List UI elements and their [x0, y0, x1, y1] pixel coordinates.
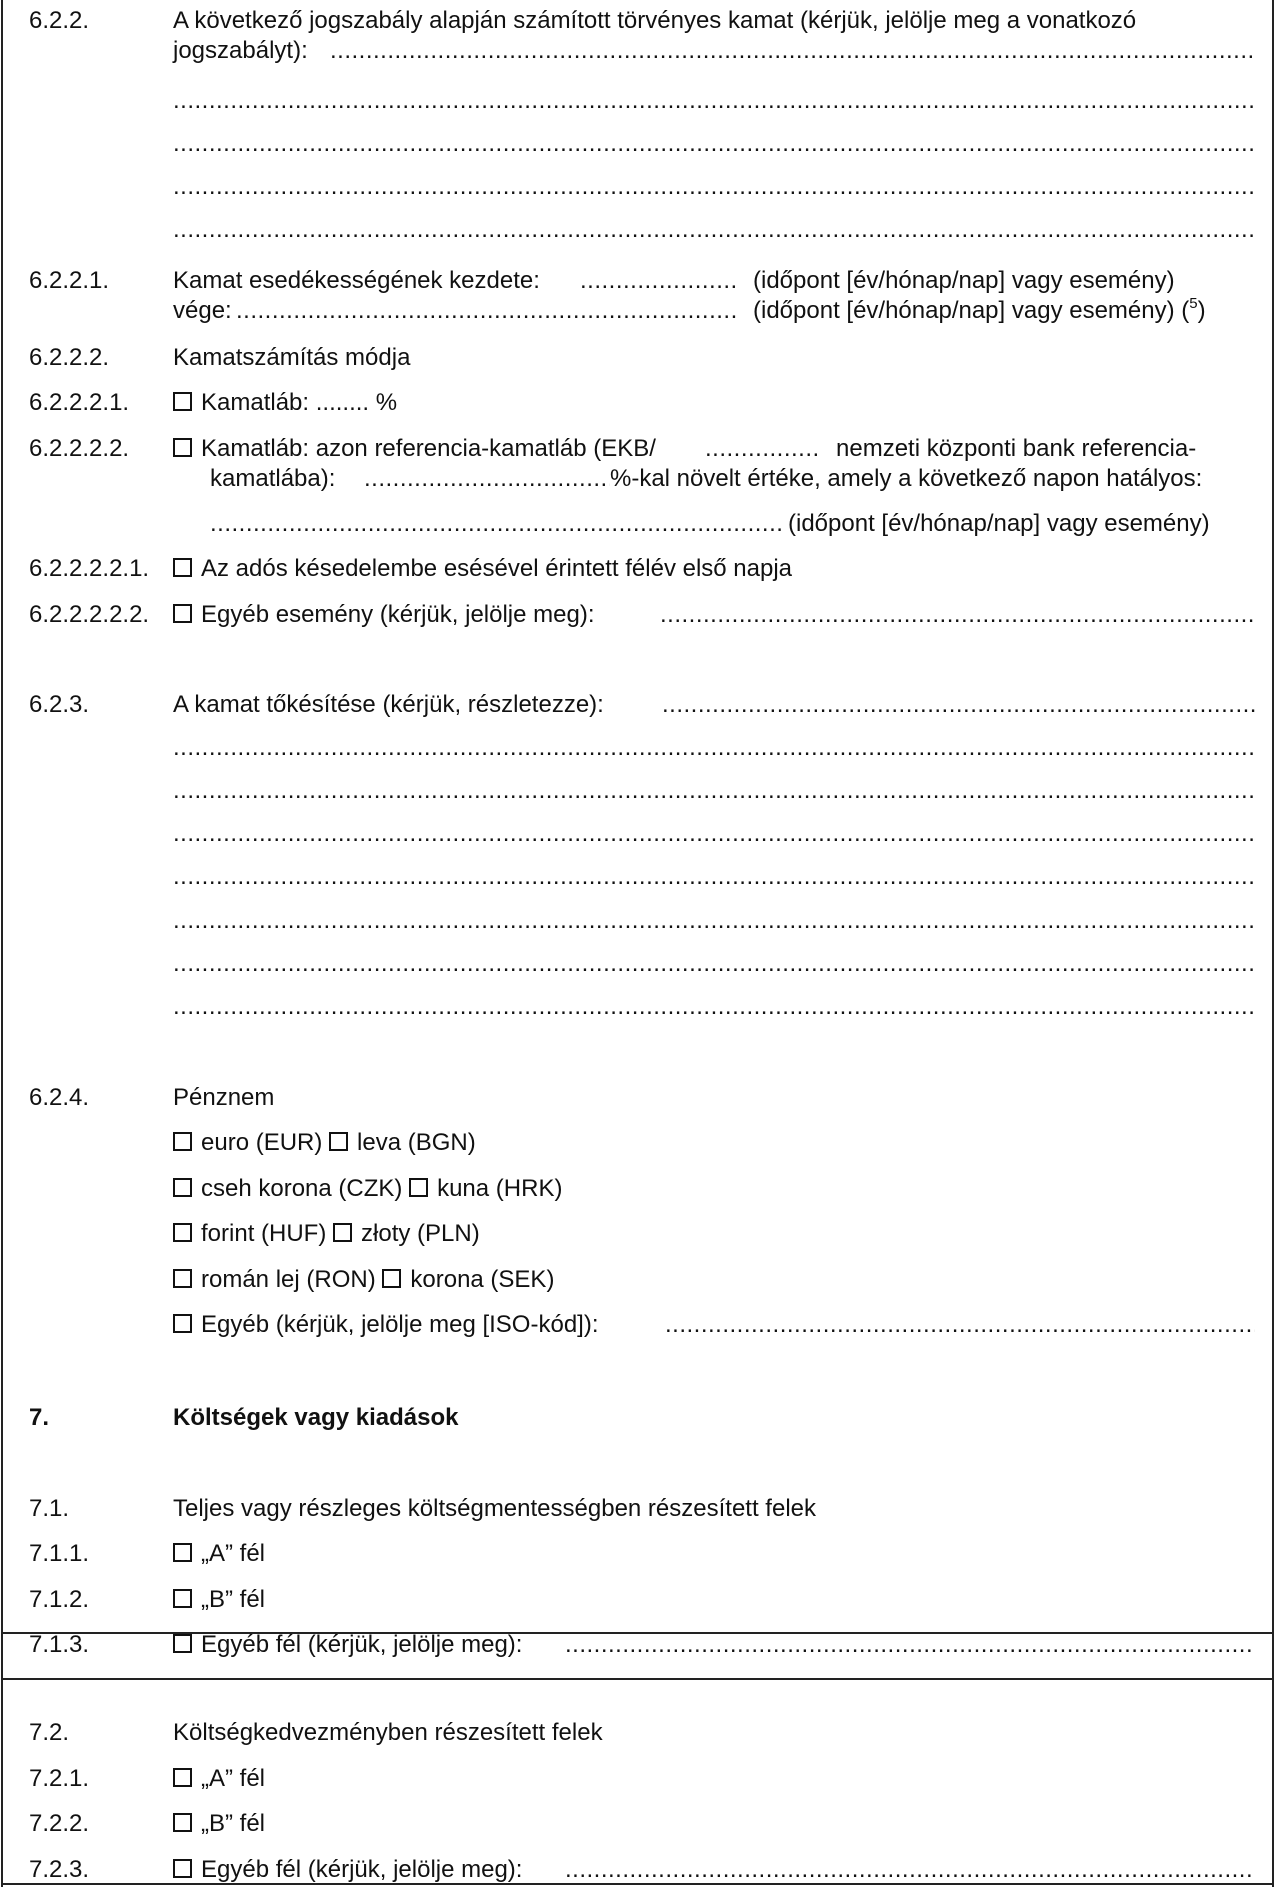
- first-day-checkbox[interactable]: [173, 558, 192, 577]
- other-event-checkbox[interactable]: [173, 604, 192, 623]
- party-b-option-2: „B” fél: [173, 1809, 265, 1839]
- legal-basis-field-line[interactable]: [173, 129, 1255, 157]
- currency-row: cseh korona (CZK) kuna (HRK): [173, 1174, 562, 1204]
- reference-rate-text-2a: kamatlába):: [210, 465, 336, 492]
- capitalisation-field-line[interactable]: [173, 906, 1255, 934]
- reference-rate-text-3: (időpont [év/hónap/nap] vagy esemény): [788, 510, 1210, 537]
- legal-basis-field-line[interactable]: [173, 172, 1255, 200]
- capitalisation-label: A kamat tőkésítése (kérjük, részletezze):: [173, 691, 604, 718]
- other-party-checkbox-2[interactable]: [173, 1859, 192, 1878]
- interest-end-field[interactable]: [236, 296, 736, 324]
- legal-basis-field[interactable]: [330, 36, 1255, 64]
- currency-checkbox-huf[interactable]: [173, 1223, 192, 1242]
- num-6-2-2: 6.2.2.: [29, 7, 90, 34]
- num-7-2-3: 7.2.3.: [29, 1856, 90, 1883]
- num-7-2: 7.2.: [29, 1719, 70, 1746]
- costs-title: Költségek vagy kiadások: [173, 1404, 459, 1431]
- party-a-option: „A” fél: [173, 1539, 265, 1569]
- num-7-2-2: 7.2.2.: [29, 1810, 90, 1837]
- legal-interest-text-2: jogszabályt):: [173, 37, 308, 64]
- full-exemption-title: Teljes vagy részleges költségmentességben részesített felek: [173, 1495, 816, 1522]
- first-day-option: Az adós késedelembe esésével érintett félév első napja: [173, 554, 792, 584]
- interest-method-title: Kamatszámítás módja: [173, 344, 411, 371]
- currency-row: euro (EUR) leva (BGN): [173, 1128, 476, 1158]
- num-7-1-1: 7.1.1.: [29, 1540, 90, 1567]
- other-party-field-2[interactable]: [565, 1855, 1255, 1883]
- interest-start-field[interactable]: [580, 266, 737, 294]
- reference-rate-text-1b: nemzeti központi bank referencia-: [836, 435, 1197, 462]
- num-6-2-2-2-2: 6.2.2.2.2.: [29, 435, 130, 462]
- other-party-option: Egyéb fél (kérjük, jelölje meg):: [173, 1630, 522, 1660]
- reference-rate-checkbox[interactable]: [173, 438, 192, 457]
- legal-basis-field-line[interactable]: [173, 86, 1255, 114]
- num-7-1-2: 7.1.2.: [29, 1586, 90, 1613]
- party-b-checkbox-2[interactable]: [173, 1813, 192, 1832]
- party-a-checkbox[interactable]: [173, 1543, 192, 1562]
- reference-rate-text-2b: %-kal növelt értéke, amely a következő napon hatályos:: [610, 465, 1203, 492]
- currency-checkbox-other[interactable]: [173, 1314, 192, 1333]
- other-event-field[interactable]: [660, 600, 1255, 628]
- partial-exemption-title: Költségkedvezményben részesített felek: [173, 1719, 603, 1746]
- num-6-2-3: 6.2.3.: [29, 691, 90, 718]
- num-6-2-2-2-2-2: 6.2.2.2.2.2.: [29, 601, 150, 628]
- effective-date-field[interactable]: [210, 509, 782, 537]
- num-7: 7.: [29, 1404, 50, 1431]
- party-a-checkbox-2[interactable]: [173, 1768, 192, 1787]
- interest-rate-option: Kamatláb: ........ %: [173, 388, 397, 418]
- reference-rate-option: Kamatláb: azon referencia-kamatláb (EKB/: [173, 434, 656, 464]
- currency-checkbox-eur[interactable]: [173, 1132, 192, 1151]
- section-6-box: [1, 0, 1274, 1634]
- central-bank-field[interactable]: [705, 434, 821, 462]
- interest-rate-field[interactable]: ........: [315, 389, 370, 416]
- other-event-option: Egyéb esemény (kérjük, jelölje meg):: [173, 600, 595, 630]
- currency-checkbox-sek[interactable]: [382, 1269, 401, 1288]
- num-6-2-4: 6.2.4.: [29, 1084, 90, 1111]
- capitalisation-field-line[interactable]: [173, 733, 1255, 761]
- party-b-checkbox[interactable]: [173, 1589, 192, 1608]
- interest-end-hint: (időpont [év/hónap/nap] vagy esemény) ($^5$): [753, 295, 1206, 324]
- currency-title: Pénznem: [173, 1084, 275, 1111]
- currency-row: forint (HUF) złoty (PLN): [173, 1219, 480, 1249]
- currency-checkbox-bgn[interactable]: [329, 1132, 348, 1151]
- num-6-2-2-2-1: 6.2.2.2.1.: [29, 389, 130, 416]
- currency-checkbox-pln[interactable]: [333, 1223, 352, 1242]
- capitalisation-field-line[interactable]: [173, 992, 1255, 1020]
- other-party-field[interactable]: [565, 1630, 1255, 1658]
- rate-increase-field[interactable]: [364, 464, 610, 492]
- currency-row: román lej (RON) korona (SEK): [173, 1265, 554, 1295]
- num-7-1: 7.1.: [29, 1495, 70, 1522]
- other-party-checkbox[interactable]: [173, 1634, 192, 1653]
- other-party-option-2: Egyéb fél (kérjük, jelölje meg):: [173, 1855, 522, 1885]
- num-6-2-2-2: 6.2.2.2.: [29, 344, 110, 371]
- currency-checkbox-hrk[interactable]: [409, 1178, 428, 1197]
- interest-end-label: vége:: [173, 297, 232, 324]
- capitalisation-field-line[interactable]: [173, 819, 1255, 847]
- currency-checkbox-czk[interactable]: [173, 1178, 192, 1197]
- party-b-option: „B” fél: [173, 1585, 265, 1615]
- num-6-2-2-2-2-1: 6.2.2.2.2.1.: [29, 555, 150, 582]
- capitalisation-field-line[interactable]: [173, 949, 1255, 977]
- capitalisation-field[interactable]: [662, 690, 1255, 718]
- interest-start-hint: (időpont [év/hónap/nap] vagy esemény): [753, 267, 1175, 294]
- currency-checkbox-ron[interactable]: [173, 1269, 192, 1288]
- capitalisation-field-line[interactable]: [173, 862, 1255, 890]
- num-6-2-2-1: 6.2.2.1.: [29, 267, 110, 294]
- num-7-2-1: 7.2.1.: [29, 1765, 90, 1792]
- currency-other-field[interactable]: [665, 1310, 1255, 1338]
- interest-rate-checkbox[interactable]: [173, 392, 192, 411]
- legal-basis-field-line[interactable]: [173, 215, 1255, 243]
- interest-start-label: Kamat esedékességének kezdete:: [173, 267, 540, 294]
- legal-interest-text: A következő jogszabály alapján számított törvényes kamat (kérjük, jelölje meg a vonatkozó: [173, 7, 1137, 34]
- party-a-option-2: „A” fél: [173, 1764, 265, 1794]
- currency-other-option: Egyéb (kérjük, jelölje meg [ISO-kód]):: [173, 1310, 599, 1340]
- footnote-ref: ($^5$): [1181, 295, 1206, 324]
- num-7-1-3: 7.1.3.: [29, 1631, 90, 1658]
- capitalisation-field-line[interactable]: [173, 776, 1255, 804]
